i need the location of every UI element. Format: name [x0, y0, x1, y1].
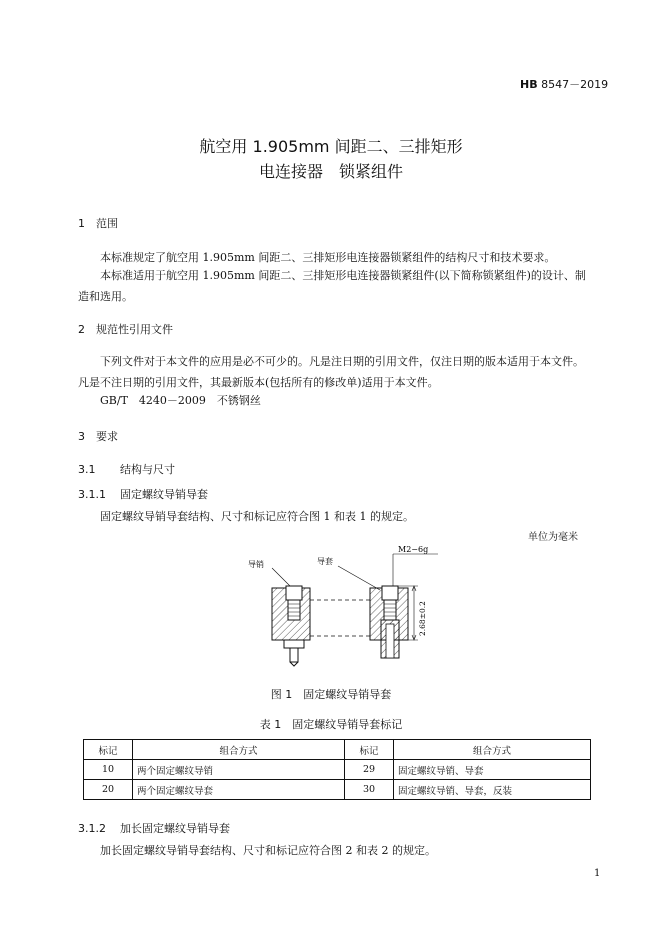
section-number: 2: [78, 323, 85, 336]
scope-paragraph-2: 本标准适用于航空用 1.905mm 间距二、三排矩形电连接器锁紧组件(以下简称锁紧组件)的设计、制造和选用。: [78, 269, 586, 303]
table1: [83, 739, 591, 800]
section-title: 范围: [96, 217, 118, 230]
page-number: 1: [594, 868, 601, 879]
figure2-intro-paragraph: 加长固定螺纹导销导套结构、尺寸和标记应符合图 2 和表 2 的规定。: [100, 844, 436, 857]
sleeve-leader-line: [338, 566, 380, 590]
reference-item: GB/T 4240－2009 不锈钢丝: [100, 394, 261, 407]
standard-prefix: HB: [520, 78, 538, 91]
figure1-intro-paragraph: 固定螺纹导销导套结构、尺寸和标记应符合图 1 和表 1 的规定。: [100, 510, 414, 523]
section-title: 规范性引用文件: [96, 323, 173, 336]
cell-combination: 两个固定螺纹导套: [133, 780, 345, 800]
table-header-row: [84, 740, 591, 760]
figure1-caption: 图 1 固定螺纹导销导套: [270, 688, 392, 701]
section-title: 加长固定螺纹导销导套: [120, 822, 230, 835]
table-row: [84, 760, 591, 780]
sleeve-bore: [386, 624, 394, 658]
dimension-label: 2.68±0.2: [418, 601, 427, 636]
sleeve-head: [382, 586, 398, 600]
pin-nut: [284, 640, 304, 648]
cell-code: 30: [345, 780, 394, 800]
standard-number: [520, 76, 608, 92]
subsection-heading-fixed-thread-pin-sleeve: [78, 486, 208, 502]
section-number: 3.1: [78, 463, 96, 476]
section-number: 1: [78, 217, 85, 230]
table-row: [84, 780, 591, 800]
header-code: 标记: [84, 740, 133, 760]
section-heading-requirements: [78, 428, 118, 444]
pin-tip: [290, 648, 298, 662]
section-number: 3.1.1: [78, 488, 106, 501]
scope-paragraph-1: 本标准规定了航空用 1.905mm 间距二、三排矩形电连接器锁紧组件的结构尺寸和技术要求。: [100, 251, 556, 264]
section-title: 固定螺纹导销导套: [120, 488, 208, 501]
cell-combination: 固定螺纹导销、导套: [394, 760, 591, 780]
cell-code: 10: [84, 760, 133, 780]
header-code: 标记: [345, 740, 394, 760]
section-number: 3: [78, 430, 85, 443]
label-thread: M2−6g: [398, 545, 429, 554]
sleeve-thread: [384, 600, 396, 620]
section-title: 结构与尺寸: [120, 463, 175, 476]
cell-combination: 固定螺纹导销、导套，反装: [394, 780, 591, 800]
subsection-heading-extended-fixed-thread: [78, 820, 230, 836]
pin-thread: [288, 600, 300, 620]
section-heading-normative-references: [78, 321, 173, 337]
section-number: 3.1.2: [78, 822, 106, 835]
pin-leader-line: [272, 568, 292, 588]
cell-code: 29: [345, 760, 394, 780]
header-combination: 组合方式: [394, 740, 591, 760]
document-title-line1: 航空用 1.905mm 间距二、三排矩形: [199, 137, 463, 156]
cell-combination: 两个固定螺纹导销: [133, 760, 345, 780]
figure1-drawing: [240, 540, 440, 675]
table1-caption: 表 1 固定螺纹导销导套标记: [259, 718, 403, 731]
label-pin: 导销: [248, 560, 264, 569]
references-paragraph: 下列文件对于本文件的应用是必不可少的。凡是注日期的引用文件，仅注日期的版本适用于本文件。凡是不注日期的引用文件，其最新版本(包括所有的修改单)适用于本文件。: [78, 355, 584, 389]
cell-code: 20: [84, 780, 133, 800]
standard-code: 8547－2019: [541, 78, 609, 91]
section-heading-scope: [78, 215, 118, 231]
label-sleeve: 导套: [317, 557, 333, 566]
document-title-line2: 电连接器 锁紧组件: [258, 162, 403, 181]
unit-note: 单位为毫米: [528, 532, 578, 543]
header-combination: 组合方式: [133, 740, 345, 760]
pin-head: [286, 586, 302, 600]
section-title: 要求: [96, 430, 118, 443]
subsection-heading-structure: [78, 461, 175, 477]
